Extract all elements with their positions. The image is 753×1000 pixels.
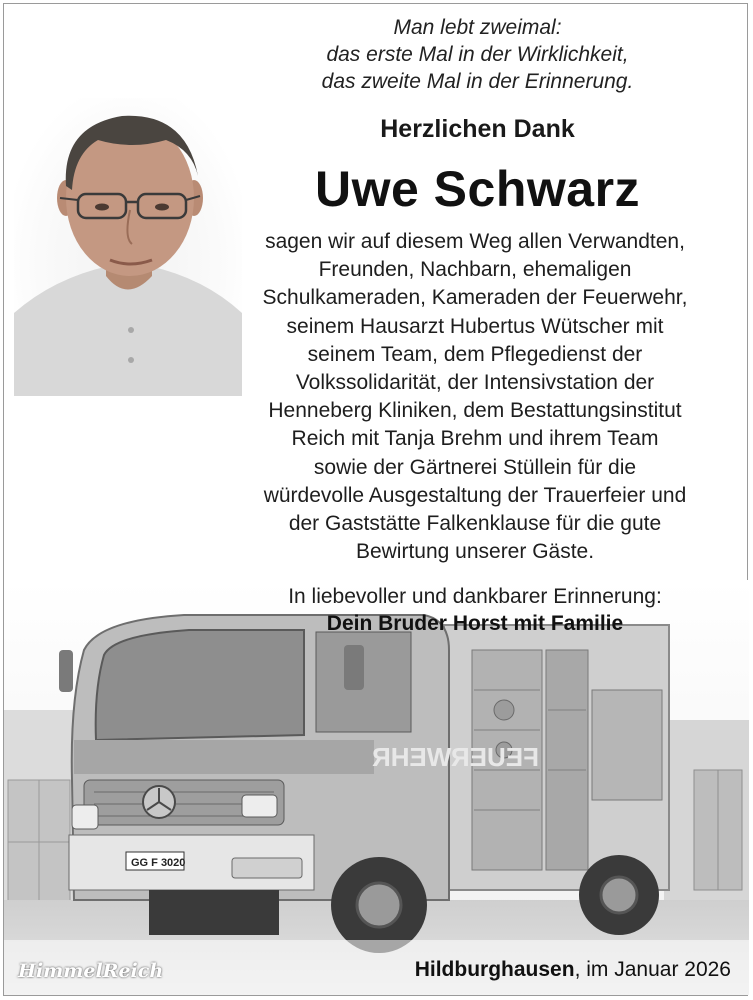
body-line: sagen wir auf diesem Weg allen Verwandten,: [265, 230, 685, 253]
motto-quote: [250, 14, 705, 95]
body-line: seinem Team, dem Pflegedienst der: [307, 342, 643, 366]
thanks-heading: Herzlichen Dank: [380, 115, 575, 143]
body-line: sowie der Gärtnerei Stüllein für die: [313, 455, 637, 479]
motto-line: Man lebt zweimal:: [393, 16, 562, 39]
body-line: Bewirtung unserer Gäste.: [355, 540, 595, 564]
body-line: Reich mit Tanja Brehm und ihrem Team: [291, 427, 659, 451]
closing-signature: Dein Bruder Horst mit Familie: [326, 612, 624, 635]
body-line: Schulkameraden, Kameraden der Feuerwehr,: [262, 286, 688, 310]
body-line: der Gaststätte Falkenklause für die gute: [288, 512, 662, 536]
body-line: Freunden, Nachbarn, ehemaligen: [318, 258, 632, 282]
fire-truck-photo: [4, 580, 749, 995]
deceased-name: Uwe Schwarz: [314, 161, 641, 217]
publisher-logo: HimmelReich: [18, 960, 164, 982]
body-line: Volkssolidarität, der Intensivstation der: [295, 371, 655, 395]
closing-memory-line: In liebevoller und dankbarer Erinnerung:: [288, 585, 662, 608]
body-line: Henneberg Kliniken, dem Bestattungsinstitut: [268, 399, 682, 423]
place-and-date: [415, 958, 731, 982]
thanks-body: [220, 228, 730, 566]
truck-side-text: FEUERWEHR: [371, 742, 539, 772]
motto-line: das erste Mal in der Wirklichkeit,: [326, 43, 629, 66]
body-line: würdevolle Ausgestaltung der Trauerfeier und: [263, 483, 687, 507]
portrait-photo: [14, 98, 242, 396]
truck-plate: GG F 3020: [131, 857, 186, 869]
motto-line: das zweite Mal in der Erinnerung.: [321, 70, 634, 93]
body-line: seinem Hausarzt Hubertus Wütscher mit: [286, 314, 664, 338]
date-text: , im Januar 2026: [574, 958, 731, 981]
place-name: Hildburghausen: [414, 958, 575, 981]
